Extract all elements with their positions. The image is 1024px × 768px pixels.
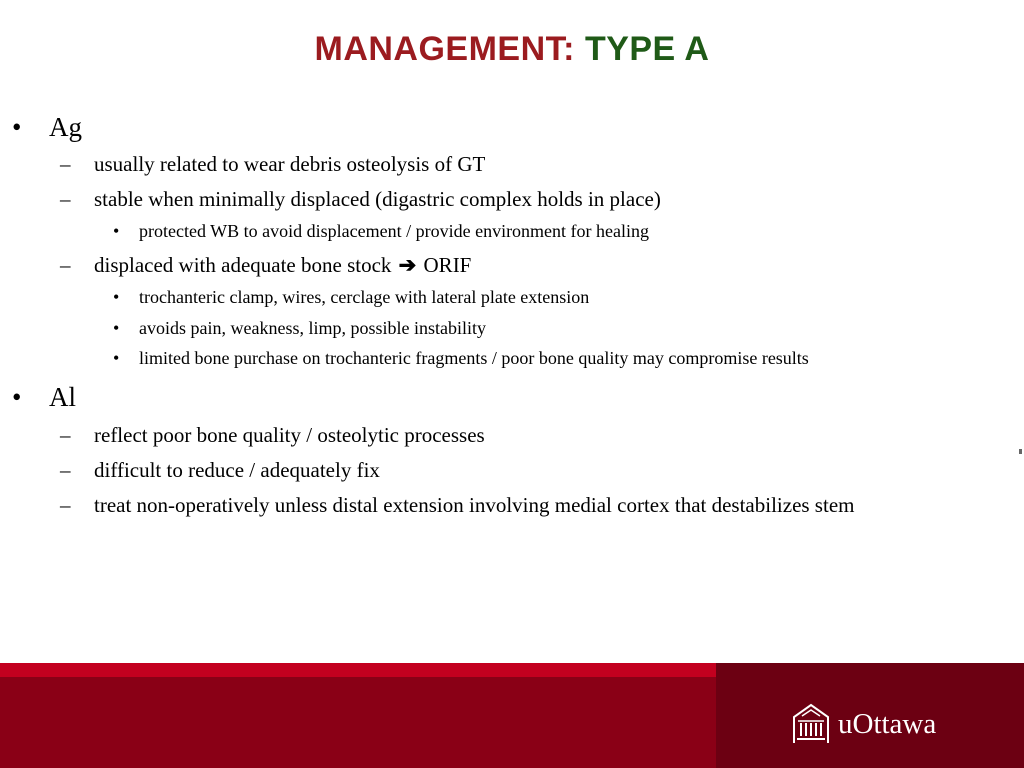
- dash-marker: –: [60, 152, 71, 176]
- sub-bullet-text: usually related to wear debris osteolysis of GT: [94, 152, 486, 176]
- dash-marker: –: [60, 493, 71, 517]
- bullet-marker: •: [113, 348, 120, 368]
- edge-mark: [1019, 449, 1022, 454]
- sub-sub-bullet-text: avoids pain, weakness, limp, possible instability: [139, 318, 486, 338]
- right-arrow-icon: ➔: [398, 253, 417, 277]
- logo-text: uOttawa: [838, 708, 937, 740]
- bullet-marker: •: [12, 112, 22, 142]
- sub-bullet-text: ORIF: [423, 253, 472, 277]
- dash-marker: –: [60, 187, 71, 211]
- sub-bullet-text: reflect poor bone quality / osteolytic processes: [94, 423, 485, 447]
- title-main-text: MANAGEMENT:: [314, 30, 585, 68]
- bullet-text: Ag: [49, 112, 82, 142]
- title-accent-text: TYPE A: [584, 30, 710, 68]
- sub-bullet-text: treat non-operatively unless distal extension involving medial cortex that destabilizes stem: [94, 493, 855, 517]
- sub-bullet-text: stable when minimally displaced (digastric complex holds in place): [94, 187, 661, 211]
- sub-sub-bullet-text: trochanteric clamp, wires, cerclage with lateral plate extension: [139, 287, 590, 307]
- sub-bullet-text: displaced with adequate bone stock: [94, 253, 392, 277]
- sub-sub-bullet-text: protected WB to avoid displacement / provide environment for healing: [139, 221, 650, 241]
- sub-bullet-text: difficult to reduce / adequately fix: [94, 458, 380, 482]
- bullet-marker: •: [113, 287, 120, 307]
- university-building-icon: [792, 703, 830, 743]
- bullet-text: Al: [49, 382, 76, 412]
- bullet-marker: •: [12, 382, 22, 412]
- dash-marker: –: [60, 253, 71, 277]
- sub-sub-bullet-text: limited bone purchase on trochanteric fragments / poor bone quality may compromise results: [139, 348, 809, 368]
- dash-marker: –: [60, 458, 71, 482]
- dash-marker: –: [60, 423, 71, 447]
- bullet-marker: •: [113, 221, 120, 241]
- bullet-marker: •: [113, 318, 120, 338]
